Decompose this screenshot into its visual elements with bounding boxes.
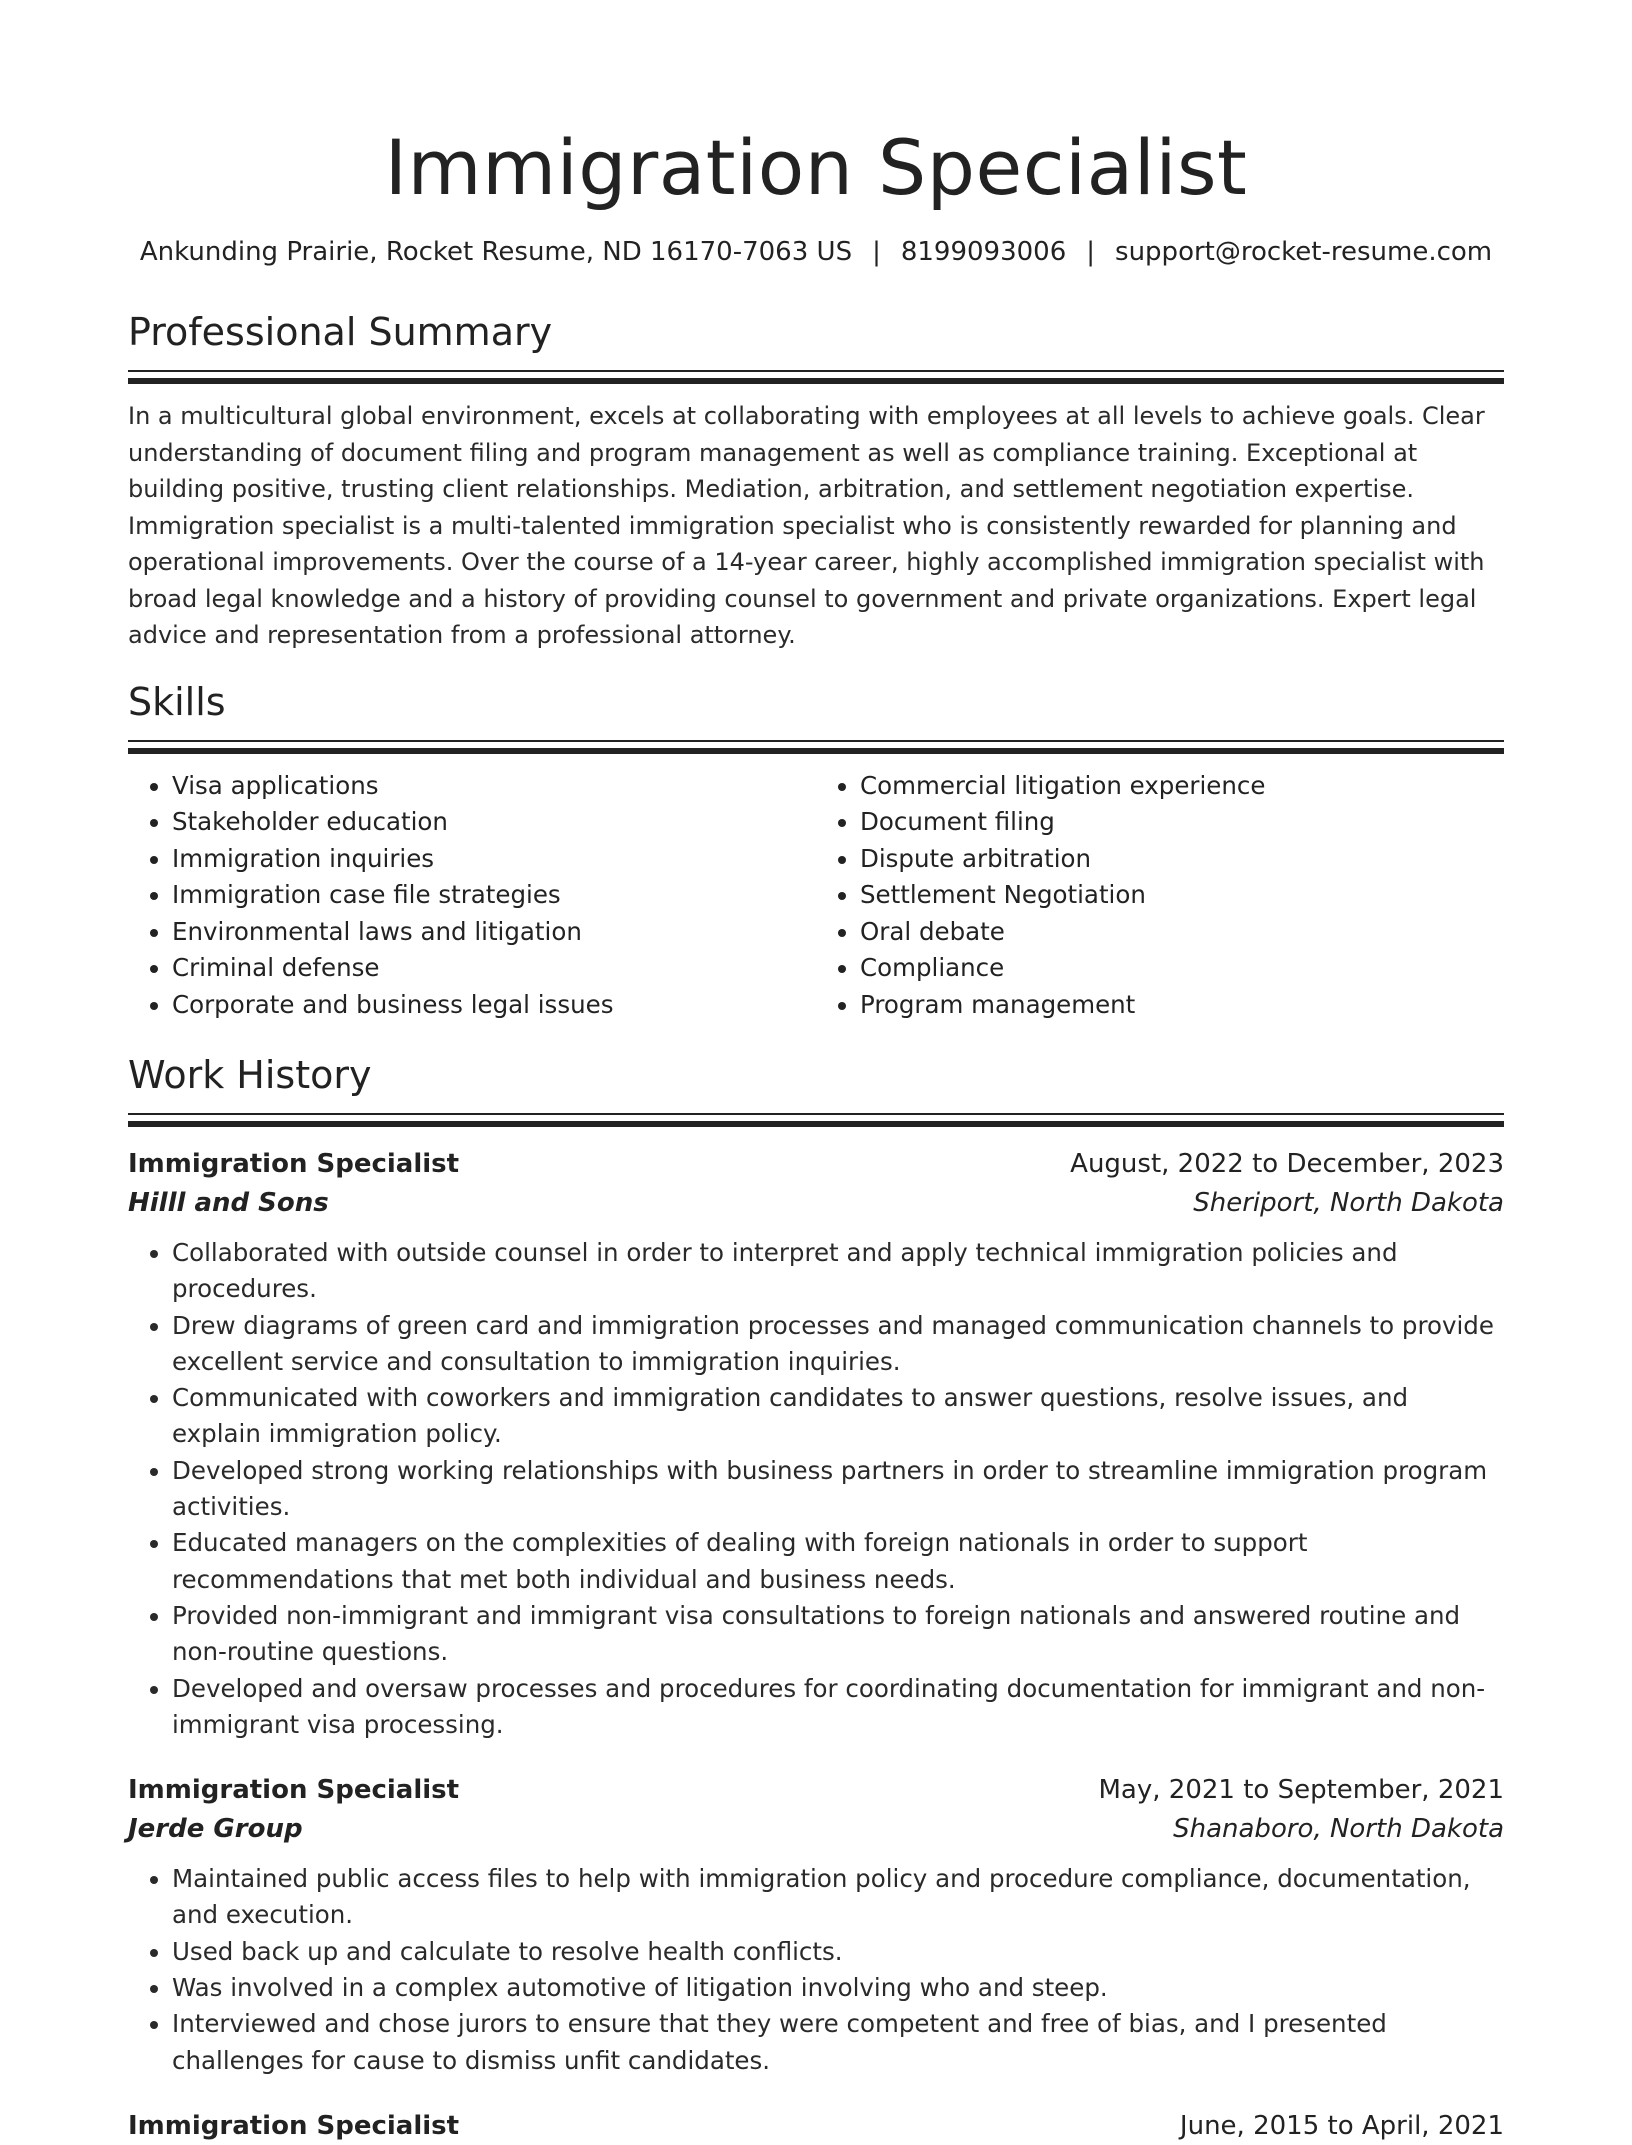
job-bullet: • Educated managers on the complexities of dealing with foreign nationals in order to support recommendations that met both individual and business needs. [172, 1525, 1504, 1598]
section-divider [128, 370, 1504, 384]
job-location: Shanaboro, North Dakota [1173, 1814, 1504, 1845]
contact-separator: | [872, 237, 881, 267]
job-title: Immigration Specialist [128, 2110, 460, 2141]
job-bullet: • Used back up and calculate to resolve health conflicts. [172, 1934, 1504, 1970]
summary-heading: Professional Summary [128, 310, 553, 354]
skill-item: • Program management [860, 987, 1504, 1024]
summary-section [128, 308, 1504, 654]
job-entry [128, 2107, 1504, 2145]
skill-item: • Corporate and business legal issues [172, 987, 816, 1024]
job-bullet: • Was involved in a complex automotive of litigation involving who and steep. [172, 1970, 1504, 2006]
skill-item: • Compliance [860, 950, 1504, 987]
section-divider [128, 740, 1504, 754]
skills-columns [128, 768, 1504, 1024]
skill-item: • Commercial litigation experience [860, 768, 1504, 805]
job-bullet: • Collaborated with outside counsel in order to interpret and apply technical immigration policies and procedures. [172, 1235, 1504, 1308]
skill-item: • Environmental laws and litigation [172, 914, 816, 951]
skill-item: • Settlement Negotiation [860, 877, 1504, 914]
job-bullet: • Provided non-immigrant and immigrant visa consultations to foreign nationals and answered routine and non-routine questions. [172, 1598, 1504, 1671]
contact-email: support@rocket-resume.com [1115, 237, 1493, 267]
job-entry [128, 1145, 1504, 1743]
job-bullet: • Developed and oversaw processes and procedures for coordinating documentation for immigrant and non-immigrant visa processing. [172, 1671, 1504, 1744]
job-title: Immigration Specialist [128, 1149, 460, 1179]
skills-list-right [816, 768, 1504, 1024]
contact-line [128, 234, 1504, 270]
job-bullet: • Developed strong working relationships with business partners in order to streamline immigration program activities. [172, 1453, 1504, 1526]
job-bullets [128, 1861, 1504, 2079]
skill-item: • Immigration case file strategies [172, 877, 816, 914]
skills-heading: Skills [128, 679, 226, 724]
skill-item: • Immigration inquiries [172, 841, 816, 878]
skill-item: • Stakeholder education [172, 804, 816, 841]
skill-item: • Document filing [860, 804, 1504, 841]
contact-phone: 8199093006 [900, 237, 1067, 267]
job-subheader [128, 1809, 1504, 1849]
work-section [128, 1051, 1504, 2145]
job-bullet: • Communicated with coworkers and immigration candidates to answer questions, resolve issues, and explain immigration policy. [172, 1380, 1504, 1453]
job-title: Immigration Specialist [128, 1775, 460, 1806]
skills-list-left [128, 768, 816, 1024]
job-header [128, 1771, 1504, 1809]
work-heading: Work History [128, 1053, 372, 1097]
job-dates: August, 2022 to December, 2023 [1070, 1149, 1504, 1179]
job-subheader [128, 1183, 1504, 1223]
contact-address: Ankunding Prairie, Rocket Resume, ND 16170-7063 US [139, 237, 853, 267]
skill-item: • Oral debate [860, 914, 1504, 951]
job-bullet: • Interviewed and chose jurors to ensure that they were competent and free of bias, and I presented challenges for cause to dismiss unfit candidates. [172, 2006, 1504, 2079]
skill-item: • Criminal defense [172, 950, 816, 987]
section-divider [128, 1113, 1504, 1127]
job-header [128, 1145, 1504, 1183]
skill-item: • Dispute arbitration [860, 841, 1504, 878]
job-company: Jerde Group [128, 1814, 303, 1845]
skill-item: • Visa applications [172, 768, 816, 805]
resume-name: Immigration Specialist [384, 123, 1248, 212]
job-bullets [128, 1235, 1504, 1743]
job-bullet: • Drew diagrams of green card and immigration processes and managed communication channels to provide excellent service and consultation to immigration inquiries. [172, 1308, 1504, 1381]
contact-separator: | [1086, 237, 1096, 267]
job-location: Sheriport, North Dakota [1193, 1188, 1504, 1218]
job-dates: June, 2015 to April, 2021 [1179, 2110, 1504, 2141]
job-header [128, 2107, 1504, 2145]
summary-text: In a multicultural global environment, excels at collaborating with employees at all levels to achieve goals. Clear understanding of document filing and program management as well as compliance training. Exceptional at building positive, trusting client relationships. Mediation, arbitration, and settlement negotiation expertise. Immigration specialist is a multi-talented immigration specialist who is consistently rewarded for planning and operational improvements. Over the course of a 14-year career, highly accomplished immigration specialist with broad legal knowledge and a history of providing counsel to government and private organizations. Expert legal advice and representation from a professional attorney. [128, 402, 1485, 649]
job-bullet: • Maintained public access files to help with immigration policy and procedure compliance, documentation, and execution. [172, 1861, 1504, 1934]
job-dates: May, 2021 to September, 2021 [1098, 1775, 1504, 1806]
job-company: Hilll and Sons [128, 1188, 329, 1218]
skills-section [128, 678, 1504, 1024]
job-entry [128, 1771, 1504, 2079]
